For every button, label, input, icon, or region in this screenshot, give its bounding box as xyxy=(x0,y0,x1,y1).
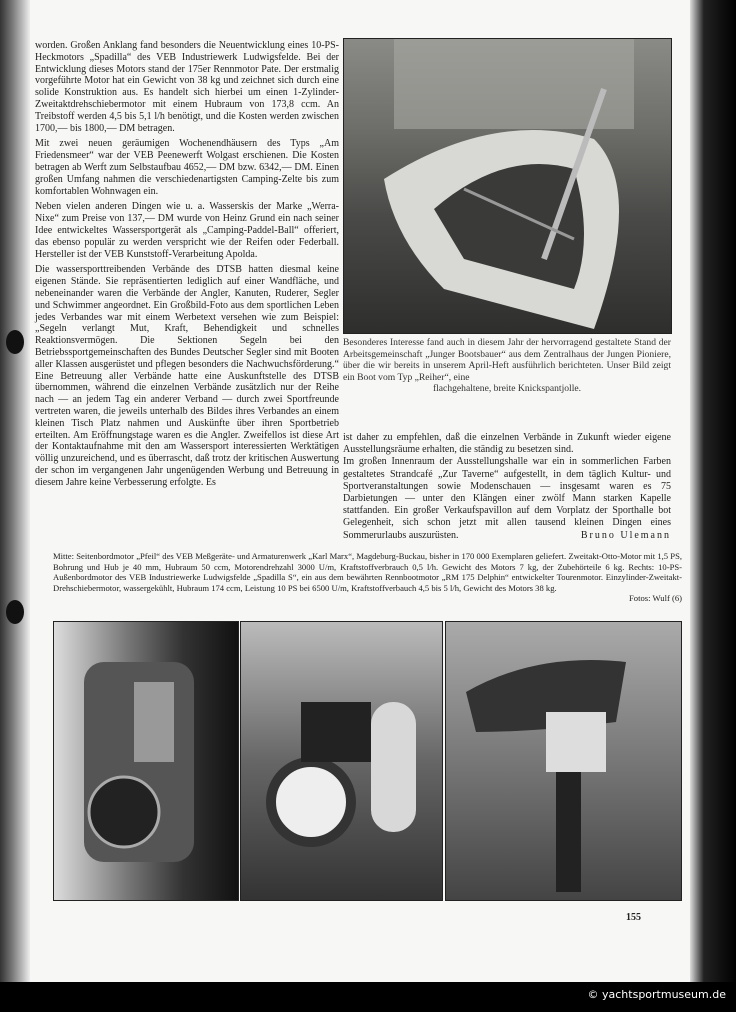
paragraph: Neben vielen anderen Dingen wie u. a. Wasserskis der Marke „Werra-Nixe“ zum Preise von 137,— DM wurde von Heinz Grund ein nach seiner Idee entwickeltes Wassersportgerät als „Camping-Paddel-Ball“ offeriert, das ebenso populär zu werden verspricht wie der Reifen oder Federball. Hersteller ist der VEB Kunststoff-Verarbeitung Apolda. xyxy=(35,201,339,260)
punch-hole xyxy=(6,600,24,624)
caption-text: Mitte: Seitenbordmotor „Pfeil“ des VEB Meßgeräte- und Armaturenwerk „Karl Marx“, Magdeburg-Buckau, bisher in 170 000 Exemplaren geliefert. Zweitakt-Otto-Motor mit 1,5 PS, Bohrung und Hub je 40 mm, Hubraum 50 ccm, Motorendrehzahl 3000 U/m, Kraftstoffverbrauch 0,5 l/h. Gewicht des Motors 7 kg, der Zubehörteile 6 kg. Rechts: 10-PS-Außenbordmotor des VEB Industriewerke Ludwigsfelde „Spadilla S“, ein aus dem bewährten Rennbootmotor „RM 175 Delphin“ entwickelter Tourenmotor. Einzylinder-Zweitakt-Drehschiebermotor, wassergekühlt, Hubraum 174 ccm, Leistung 10 PS bei 6500 U/m, Kraftstoffverbauch 4,5 bis 5 l/h, Gewicht des Motors 38 kg. xyxy=(53,551,682,593)
paragraph: Die wassersporttreibenden Verbände des DTSB hatten diesmal keine eigenen Stände. Sie repräsentierten lediglich auf einer Wandfläche, und nebeneinander waren die Verbände der Angler, Kanuten, Ruderer, Segler und Schwimmer angeordnet. Ein Großbild-Foto aus dem sportlichen Leben jedes Verbandes war mit einem Werbetext versehen wie zum Beispiel: „Segeln verlangt Mut, Kraft, Behendigkeit und schnelles Reaktionsvermögen. Die Sektionen Segeln bei den Betriebssportgemeinschaften des Bundes Deutscher Segler sind mit Booten aller Klassen ausgerüstet und pflegen besonders die Nachwuchsförderung.“ Eine Betreuung aller Verbände hatte eine Auskunftstelle des DTSB übernommen, während die einzelnen Verbände zusätzlich nur der Reihe nach — an jedem Tag ein anderer Verband — durch zwei Sportfreunde vertreten waren, die jeweils unterhalb des Bildes ihres Verbandes an einem kleinen Tisch Platz nahmen und Auskünfte über ihren Sportbetrieb erteilten. Am Eröffnungstage waren es die Angler. Zweifellos ist diese Art der Kontaktaufnahme mit den am Wassersport interessierten Werktätigen völlig unzureichend, und es überrascht, daß trotz der kritischen Auswertung der schon im vergangenen Jahr ungenügenden Werbung und Betreuung in diesem Jahre keine Verbesserung erfolgte. Es xyxy=(35,264,339,488)
paragraph: ist daher zu empfehlen, daß die einzelnen Verbände in Zukunft wieder eigene Ausstellungsräume erhalten, die ständig zu besetzen sind. xyxy=(343,432,671,456)
paragraph: worden. Großen Anklang fand besonders die Neuentwicklung eines 10-PS-Heckmotors „Spadilla“ des VEB Industriewerk Ludwigsfelde. Bei der Entwicklung dieses Motors stand der 175er Rennmotor Pate. Der erstmalig vorgeführte Motor hat ein Gewicht von 38 kg und zeichnet sich durch eine solide Konstruktion aus. Es handelt sich hierbei um einen 1-Zylinder-Zweitaktdrehschiebermotor mit einem Hubraum von 173,8 ccm. An Treibstoff werden 4,5 bis 5,1 l/h benötigt, und die Kosten werden zwischen 1700,— bis 1800,— DM betragen. xyxy=(35,40,339,134)
photo-motor-spadilla xyxy=(445,621,682,901)
photo-boat-reiher xyxy=(343,38,672,334)
bottom-caption xyxy=(53,551,682,604)
page-number: 155 xyxy=(626,912,641,923)
watermark: © yachtsportmuseum.de xyxy=(587,988,726,1001)
author-signature: Bruno Ulemann xyxy=(580,529,671,541)
outboard-illustration xyxy=(446,622,682,901)
photo-motor-pfeil xyxy=(240,621,443,901)
boat-illustration xyxy=(344,39,672,334)
motor-illustration xyxy=(241,622,443,901)
caption-last-line: flachgehaltene, breite Knickspantjolle. xyxy=(432,383,582,395)
paragraph-text: Im großen Innenraum der Ausstellungshalle war ein in sommerlichen Farben gestaltetes Strandcafé „Zur Taverne“ aufgestellt, in dem täglich Kultur- und Sportveranstaltungen sowie Modenschauen — insgesamt waren es 75 Darbietungen — unter den Klängen einer zwölf Mann starken Kapelle stattfanden. Ein großer Verkaufspavillon auf dem Vorplatz der Sporthalle bot Gelegenheit, sich schon jetzt mit allen tausend kleinen Dingen eines Sommerurlaubs auszurüsten. xyxy=(343,456,671,541)
paragraph: Mit zwei neuen geräumigen Wochenendhäusern des Typs „Am Friedensmeer“ war der VEB Peenewerft Wolgast erschienen. Die Kosten betragen ab Werft zum Selbstaufbau 4652,— DM bzw. 6342,— DM. Einen großen Umfang nahmen die verschiedenartigsten Camping-Zelte bis zum komfortablen Wohnwagen ein. xyxy=(35,138,339,197)
photo-caption xyxy=(343,337,671,395)
page-binding xyxy=(0,0,30,982)
right-column xyxy=(343,432,671,546)
left-column xyxy=(35,40,339,492)
photo-engine-cutaway xyxy=(53,621,239,901)
paragraph xyxy=(343,456,671,541)
punch-hole xyxy=(6,330,24,354)
caption-text: Besonderes Interesse fand auch in diesem Jahr der hervorragend gestaltete Stand der Arbeitsgemeinschaft „Junger Bootsbauer“ aus dem Zentralhaus der Jungen Pioniere, über die wir bereits in unserem April-Heft ausführlich berichteten. Unser Bild zeigt ein Boot vom Typ „Reiher“, eine xyxy=(343,337,671,383)
scan-edge xyxy=(690,0,736,1012)
engine-illustration xyxy=(54,622,239,901)
photo-credit: Fotos: Wulf (6) xyxy=(629,593,682,604)
